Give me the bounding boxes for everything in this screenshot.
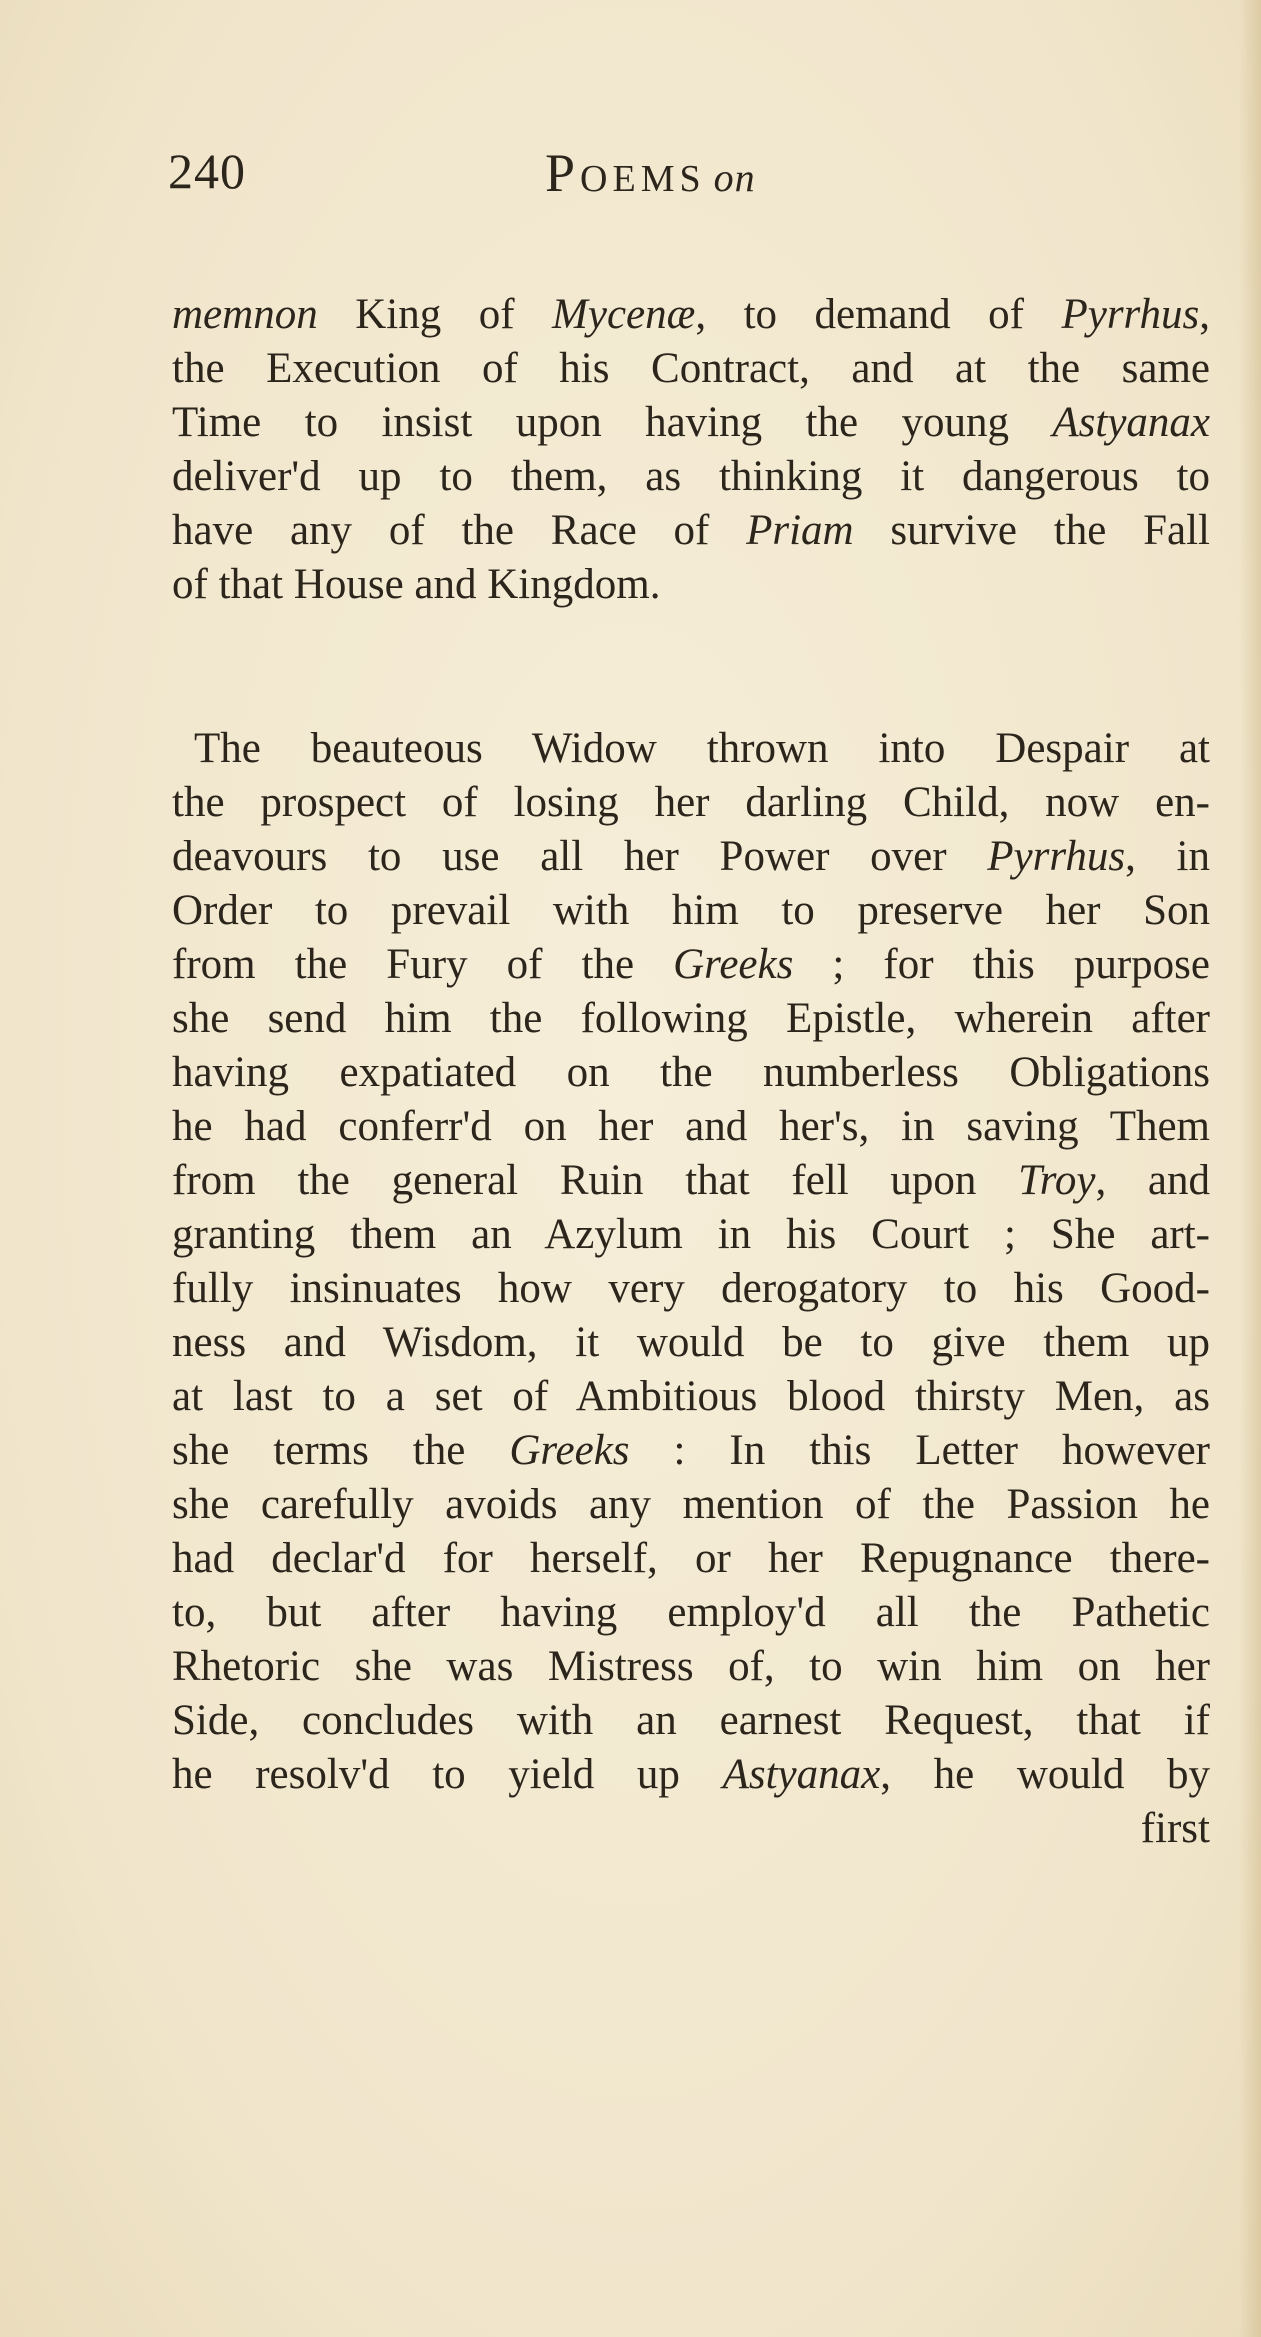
text-run: deavours to use all her Power over	[172, 833, 988, 880]
text-line: Order to prevail with him to preserve her Son	[172, 887, 1210, 934]
text-run: , to demand of	[695, 291, 1062, 338]
catchword: first	[1140, 1805, 1210, 1852]
italic-word: Astyanax	[722, 1751, 881, 1798]
italic-word: Troy	[1018, 1157, 1096, 1204]
paragraph-1	[172, 288, 1210, 612]
italic-word: memnon	[172, 291, 318, 338]
text-run: from the general Ruin that fell upon	[172, 1157, 1019, 1204]
page-header	[0, 142, 1261, 212]
text-line: she send him the following Epistle, wherein after	[172, 995, 1210, 1042]
running-head-italic: on	[713, 155, 756, 200]
text-line	[172, 288, 1210, 342]
italic-word: Greeks	[673, 941, 794, 988]
text-run: King of	[317, 291, 553, 338]
text-run: , he would by	[880, 1751, 1210, 1798]
text-line: of that House and Kingdom.	[172, 561, 661, 608]
text-run: have any of the Race of	[172, 507, 747, 554]
text-line: Rhetoric she was Mistress of, to win him on her	[172, 1643, 1210, 1690]
text-line	[172, 1154, 1210, 1208]
page-number: 240	[168, 143, 246, 199]
running-head	[545, 142, 756, 204]
text-run: ,	[1199, 291, 1210, 338]
text-line	[172, 938, 1210, 992]
text-line: the Execution of his Contract, and at the same	[172, 345, 1210, 392]
italic-word: Priam	[746, 507, 854, 554]
text-line	[172, 830, 1210, 884]
text-line: Side, concludes with an earnest Request, that if	[172, 1697, 1210, 1744]
text-line: The beauteous Widow thrown into Despair at	[194, 725, 1210, 772]
page-edge-shadow	[1239, 0, 1261, 2337]
text-line: fully insinuates how very derogatory to his Good-	[172, 1265, 1210, 1312]
text-line: having expatiated on the numberless Obligations	[172, 1049, 1210, 1096]
text-run: from the Fury of the	[172, 941, 674, 988]
text-line	[172, 396, 1210, 450]
text-line: granting them an Azylum in his Court ; She art-	[172, 1211, 1210, 1258]
italic-word: Mycenæ	[552, 291, 696, 338]
text-line: had declar'd for herself, or her Repugnance there-	[172, 1535, 1210, 1582]
text-line	[172, 504, 1210, 558]
text-line: the prospect of losing her darling Child, now en-	[172, 779, 1210, 826]
italic-word: Pyrrhus	[1061, 291, 1200, 338]
text-run: survive the Fall	[853, 507, 1210, 554]
running-head-initial: P	[545, 143, 581, 203]
text-line: he had conferr'd on her and her's, in saving Them	[172, 1103, 1210, 1150]
text-run: she terms the	[172, 1427, 510, 1474]
text-run: he resolv'd to yield up	[172, 1751, 723, 1798]
text-line: at last to a set of Ambitious blood thirsty Men, as	[172, 1373, 1210, 1420]
italic-word: Astyanax	[1052, 399, 1210, 446]
text-run: , in	[1125, 833, 1210, 880]
running-head-small-caps: OEMS	[580, 158, 706, 200]
text-line: she carefully avoids any mention of the Passion he	[172, 1481, 1210, 1528]
text-run: ; for this purpose	[793, 941, 1210, 988]
text-line: to, but after having employ'd all the Pathetic	[172, 1589, 1210, 1636]
text-line	[172, 1424, 1210, 1478]
text-line	[172, 1748, 1210, 1802]
paragraph-2	[172, 722, 1210, 1856]
italic-word: Pyrrhus	[987, 833, 1126, 880]
italic-word: Greeks	[509, 1427, 630, 1474]
text-run: , and	[1095, 1157, 1211, 1204]
text-line: deliver'd up to them, as thinking it dangerous to	[172, 453, 1210, 500]
text-run: Time to insist upon having the young	[172, 399, 1053, 446]
text-run: : In this Letter however	[629, 1427, 1210, 1474]
text-line: ness and Wisdom, it would be to give them up	[172, 1319, 1210, 1366]
